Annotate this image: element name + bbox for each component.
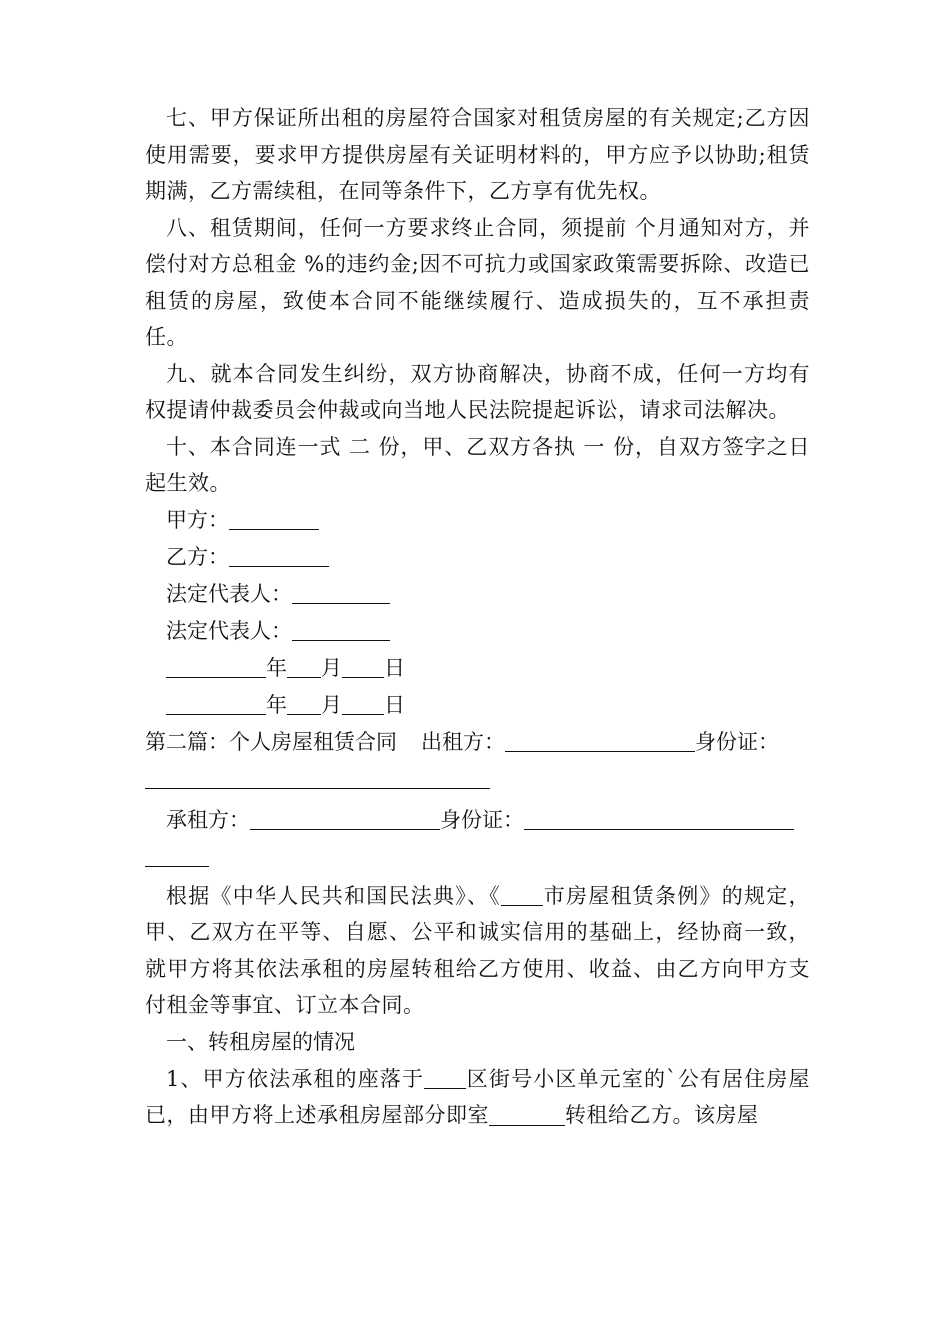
- item-1-text-c: 转租给乙方。该房屋: [565, 1103, 759, 1127]
- month-label: 月: [321, 692, 342, 717]
- legal-rep-signature-1: [145, 576, 810, 613]
- basis-text-start: 根据《中华人民共和国民法典》、《: [166, 883, 501, 908]
- lessee-label: 承租方：: [166, 807, 250, 832]
- day-blank: [342, 692, 384, 715]
- legal-rep-blank: [292, 581, 390, 604]
- city-blank: [501, 883, 543, 906]
- basis-text-end: 市房屋租赁条例》的规定，甲、乙双方在平等、自愿、公平和诚实信用的基础上，经协商一致，就甲方将其依法承租的房屋转租给乙方使用、收益、由乙方向甲方支付租金等事宜、订立本合同。: [145, 883, 810, 1017]
- legal-rep-blank: [292, 618, 390, 641]
- lessor-id-label: 身份证：: [695, 729, 779, 754]
- room-blank: [489, 1103, 565, 1126]
- lessor-id-blank: [145, 766, 490, 789]
- year-blank: [166, 692, 266, 715]
- second-contract-title: 第二篇：个人房屋租赁合同: [145, 729, 397, 754]
- section-1-heading: 一、转租房屋的情况: [166, 1029, 355, 1054]
- clause-7: 七、甲方保证所出租的房屋符合国家对租赁房屋的有关规定;乙方因使用需要，要求甲方提供房屋有关证明材料的，甲方应予以协助;租赁期满，乙方需续租，在同等条件下，乙方享有优先权。: [145, 106, 810, 203]
- party-b-blank: [229, 544, 329, 567]
- legal-rep-signature-2: [145, 613, 810, 650]
- party-b-label: 乙方：: [166, 544, 229, 569]
- month-blank: [287, 692, 321, 715]
- date-line-1: [145, 650, 810, 687]
- month-blank: [287, 655, 321, 678]
- district-blank: [424, 1066, 466, 1089]
- second-contract-header: [145, 724, 810, 761]
- month-label: 月: [321, 655, 342, 680]
- year-label: 年: [266, 692, 287, 717]
- lessee-blank: [250, 807, 440, 830]
- clause-9: 九、就本合同发生纠纷，双方协商解决，协商不成，任何一方均有权提请仲裁委员会仲裁或向当地人民法院提起诉讼，请求司法解决。: [145, 361, 810, 422]
- party-a-signature: [145, 502, 810, 539]
- legal-rep-label: 法定代表人：: [166, 581, 292, 606]
- clause-8: 八、租赁期间，任何一方要求终止合同，须提前 个月通知对方，并偿付对方总租金 %的违约金;因不可抗力或国家政策需要拆除、改造已租赁的房屋，致使本合同不能继续履行、造成损失的，互不承担责任。: [145, 215, 810, 349]
- contract-basis: [145, 878, 810, 1024]
- lessee-id-label: 身份证：: [440, 807, 524, 832]
- day-label: 日: [384, 655, 405, 680]
- party-a-label: 甲方：: [166, 507, 229, 532]
- lessee-id-line-continued: [145, 839, 810, 876]
- year-blank: [166, 655, 266, 678]
- lessor-id-line: [145, 761, 810, 798]
- lessor-blank: [505, 729, 695, 752]
- legal-rep-label: 法定代表人：: [166, 618, 292, 643]
- day-blank: [342, 655, 384, 678]
- lessee-line: [145, 802, 810, 839]
- date-line-2: [145, 687, 810, 724]
- section-1-item-1: [145, 1061, 810, 1134]
- party-b-signature: [145, 539, 810, 576]
- document-page: [145, 100, 810, 1134]
- year-label: 年: [266, 655, 287, 680]
- lessee-id-blank: [524, 807, 794, 830]
- lessor-label: 出租方：: [421, 729, 505, 754]
- day-label: 日: [384, 692, 405, 717]
- item-1-text-b: 区街号小区单元室的`公有居住房屋已，由甲方将上述承租房屋部分即室: [145, 1066, 810, 1127]
- lessee-id-blank-continued: [145, 844, 209, 867]
- clause-10: 十、本合同连一式 二 份，甲、乙双方各执 一 份，自双方签字之日起生效。: [145, 434, 810, 495]
- party-a-blank: [229, 507, 319, 530]
- item-1-text-a: 1、甲方依法承租的座落于: [166, 1066, 425, 1091]
